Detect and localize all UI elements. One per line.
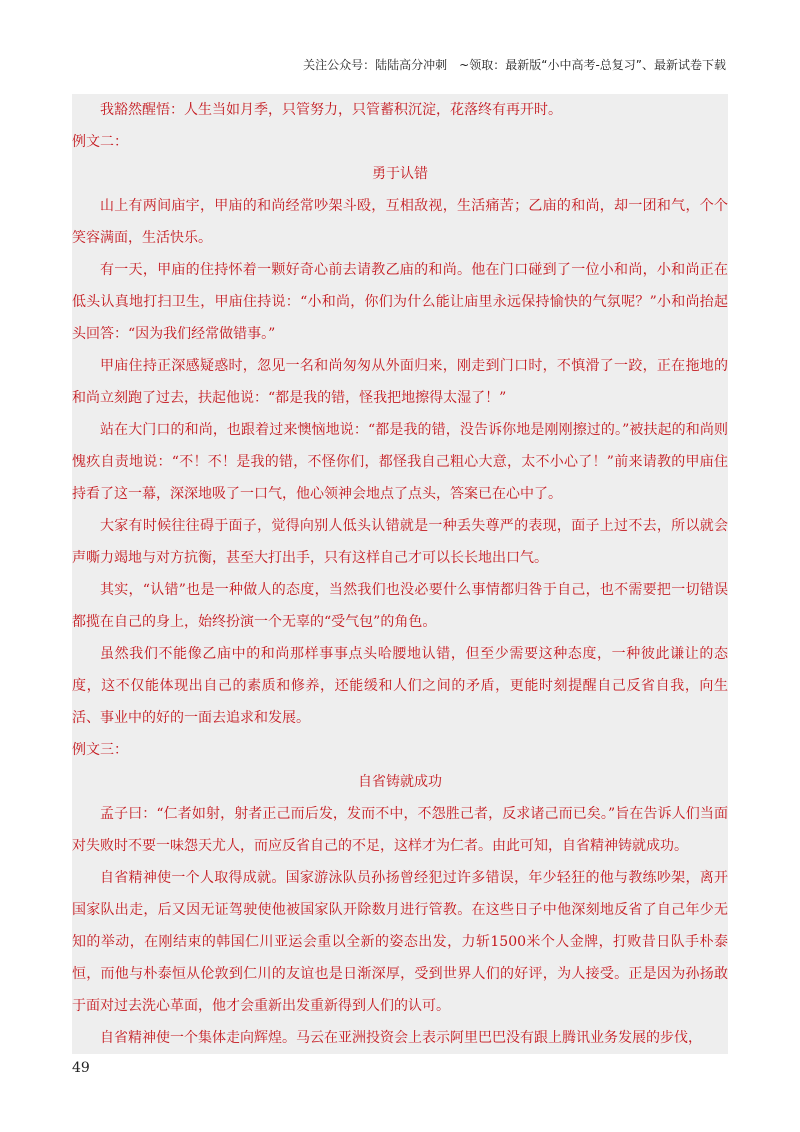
example-2-title: 勇于认错 bbox=[372, 166, 428, 182]
example-2-paragraph: 甲庙住持正深感疑惑时，忽见一名和尚匆匆从外面归来，刚走到门口时，不慎滑了一跤，正在拖地的和尚立刻跑了过去，扶起他说：“都是我的错，怪我把地擦得太湿了！” bbox=[72, 358, 728, 406]
example-2-paragraph: 山上有两间庙宇，甲庙的和尚经常吵架斗殴，互相敌视，生活痛苦；乙庙的和尚，却一团和气，个个笑容满面，生活快乐。 bbox=[72, 198, 728, 246]
example-2-label: 例文二： bbox=[72, 134, 128, 150]
example-3-label: 例文三： bbox=[72, 742, 128, 758]
example-2-paragraph: 有一天，甲庙的住持怀着一颗好奇心前去请教乙庙的和尚。他在门口碰到了一位小和尚，小和尚正在低头认真地打扫卫生，甲庙住持说：“小和尚，你们为什么能让庙里永远保持愉快的气氛呢？”小和尚抬起头回答：“因为我们经常做错事。” bbox=[72, 262, 728, 342]
example-2-paragraph: 大家有时候往往碍于面子，觉得向别人低头认错就是一种丢失尊严的表现，面子上过不去，所以就会声嘶力竭地与对方抗衡，甚至大打出手，只有这样自己才可以长长地出口气。 bbox=[72, 518, 728, 566]
page-header: 关注公众号：陆陆高分冲刺 ~领取：最新版“小中高考-总复习”、最新试卷下载 bbox=[303, 58, 726, 72]
example-3-paragraph: 孟子曰：“仁者如射，射者正己而后发，发而不中，不怨胜己者，反求诸己而已矣。”旨在告诉人们当面对失败时不要一味怨天尤人，而应反省自己的不足，这样才为仁者。由此可知，自省精神铸就成功。 bbox=[72, 806, 728, 854]
example-3-title: 自省铸就成功 bbox=[358, 774, 442, 790]
intro-paragraph: 我豁然醒悟：人生当如月季，只管努力，只管蓄积沉淀，花落终有再开时。 bbox=[100, 102, 562, 118]
example-2-paragraph: 虽然我们不能像乙庙中的和尚那样事事点头哈腰地认错，但至少需要这种态度，一种彼此谦让的态度，这不仅能体现出自己的素质和修养，还能缓和人们之间的矛盾，更能时刻提醒自己反省自我，向生活、事业中的好的一面去追求和发展。 bbox=[72, 646, 728, 726]
document-body bbox=[72, 94, 728, 1054]
page-number: 49 bbox=[72, 1060, 90, 1076]
example-2-paragraph: 站在大门口的和尚，也跟着过来懊恼地说：“都是我的错，没告诉你地是刚刚擦过的。”被扶起的和尚则愧疚自责地说：“不！不！是我的错，不怪你们，都怪我自己粗心大意，太不小心了！”前来请教的甲庙住持看了这一幕，深深地吸了一口气，他心领神会地点了点头，答案已在心中了。 bbox=[72, 422, 728, 502]
example-3-paragraph: 自省精神使一个集体走向辉煌。马云在亚洲投资会上表示阿里巴巴没有跟上腾讯业务发展的步伐， bbox=[100, 1030, 702, 1046]
example-3-paragraph: 自省精神使一个人取得成就。国家游泳队员孙扬曾经犯过许多错误，年少轻狂的他与教练吵架，离开国家队出走，后又因无证驾驶使他被国家队开除数月进行管教。在这些日子中他深刻地反省了自己年少无知的举动，在刚结束的韩国仁川亚运会重以全新的姿态出发，力斩1500米个人金牌，打败昔日队手朴泰恒，而他与朴泰恒从伦敦到仁川的友谊也是日渐深厚，受到世界人们的好评，为人接受。正是因为孙扬敢于面对过去洗心革面，他才会重新出发重新得到人们的认可。 bbox=[72, 870, 728, 1014]
example-2-paragraph: 其实，“认错”也是一种做人的态度，当然我们也没必要什么事情都归咎于自己，也不需要把一切错误都揽在自己的身上，始终扮演一个无辜的“受气包”的角色。 bbox=[72, 582, 728, 630]
